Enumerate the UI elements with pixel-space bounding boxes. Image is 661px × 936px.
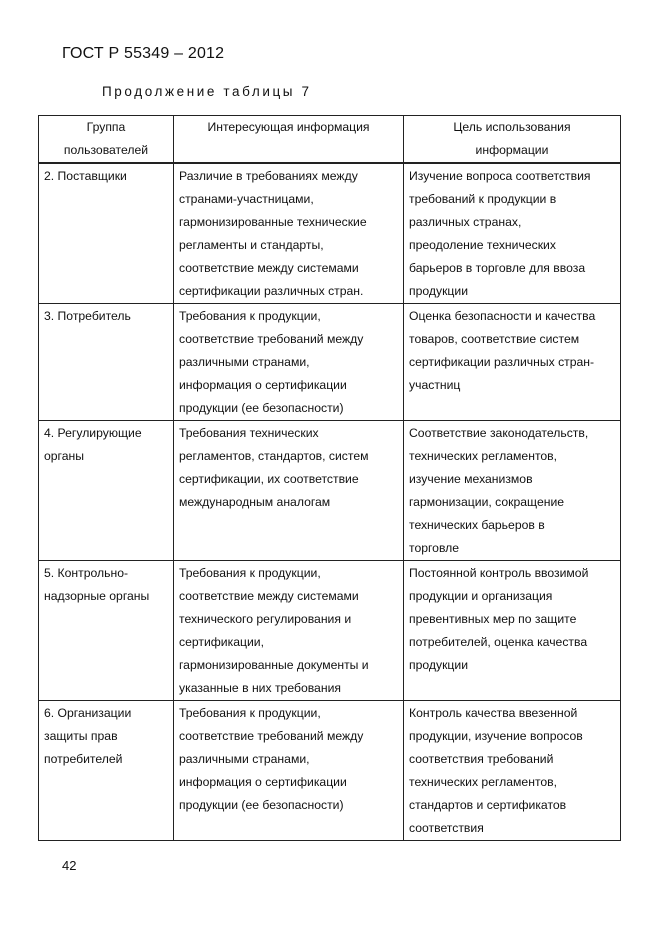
data-table [38, 115, 621, 841]
cell-group: 3. Потребитель [39, 304, 174, 421]
table-header-row [39, 116, 621, 164]
table-row [39, 163, 621, 304]
column-header-group: Группа пользователей [39, 116, 174, 164]
table-caption: Продолжение таблицы 7 [102, 84, 312, 99]
table-row [39, 421, 621, 561]
cell-purpose: Оценка безопасности и качества товаров, соответствие систем сертификации различных стран- участниц [404, 304, 621, 421]
cell-info: Различие в требованиях между странами-участницами, гармонизированные технические регламенты и стандарты, соответствие между системами сертификации различных стран. [174, 163, 404, 304]
cell-info: Требования к продукции, соответствие между системами технического регулирования и сертификации, гармонизированные документы и указанные в них требования [174, 561, 404, 701]
cell-info: Требования к продукции, соответствие требований между различными странами, информация о сертификации продукции (ее безопасности) [174, 304, 404, 421]
cell-info: Требования технических регламентов, стандартов, систем сертификации, их соответствие международным аналогам [174, 421, 404, 561]
column-header-info: Интересующая информация [174, 116, 404, 164]
document-header: ГОСТ Р 55349 – 2012 [62, 45, 225, 62]
cell-group: 6. Организации защиты прав потребителей [39, 701, 174, 841]
cell-group: 5. Контрольно- надзорные органы [39, 561, 174, 701]
table-row [39, 701, 621, 841]
table-row [39, 561, 621, 701]
cell-purpose: Изучение вопроса соответствия требований к продукции в различных странах, преодоление технических барьеров в торговле для ввоза продукции [404, 163, 621, 304]
cell-group: 4. Регулирующие органы [39, 421, 174, 561]
cell-purpose: Контроль качества ввезенной продукции, изучение вопросов соответствия требований технических регламентов, стандартов и сертификатов соответствия [404, 701, 621, 841]
table-row [39, 304, 621, 421]
cell-purpose: Постоянной контроль ввозимой продукции и организация превентивных мер по защите потребителей, оценка качества продукции [404, 561, 621, 701]
cell-group: 2. Поставщики [39, 163, 174, 304]
column-header-purpose: Цель использования информации [404, 116, 621, 164]
cell-info: Требования к продукции, соответствие требований между различными странами, информация о сертификации продукции (ее безопасности) [174, 701, 404, 841]
cell-purpose: Соответствие законодательств, технических регламентов, изучение механизмов гармонизации, сокращение технических барьеров в торговле [404, 421, 621, 561]
page-number: 42 [62, 858, 77, 873]
